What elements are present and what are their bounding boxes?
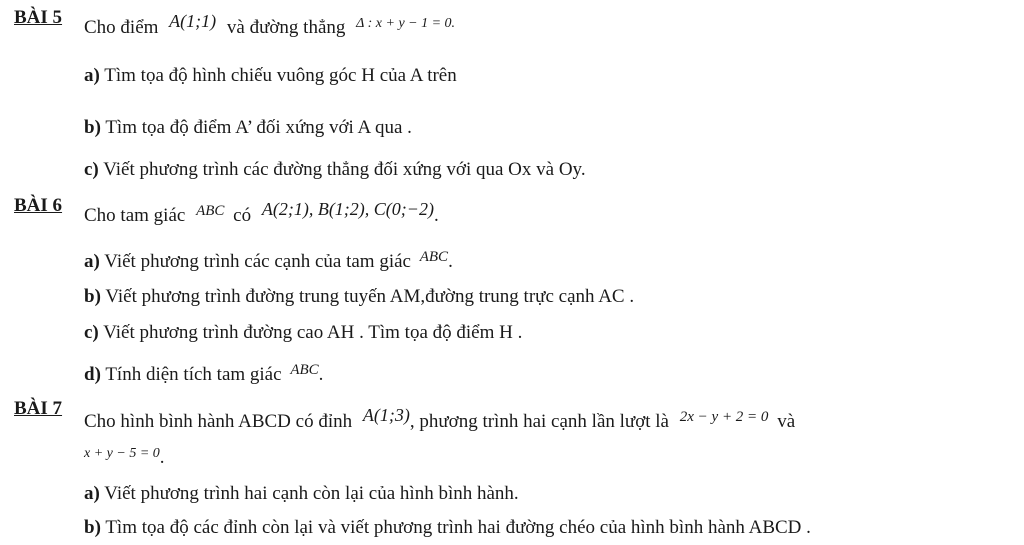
bai5-heading-line [14, 8, 62, 27]
bai7-intro-c: và [777, 411, 796, 432]
bai7-eq1: 2x − y + 2 = 0 [679, 409, 769, 425]
bai6-points-end: . [433, 205, 439, 226]
bai6-d-end: . [318, 364, 324, 385]
bai6-heading: BÀI 6 [14, 195, 63, 216]
bai6-points: A(2;1), B(1;2), C(0;−2) [261, 199, 434, 219]
bai5-c-label: c) [84, 159, 99, 180]
bai7-intro-a: Cho hình bình hành ABCD có đỉnh [84, 411, 353, 432]
bai5-a-text: Tìm tọa độ hình chiếu vuông góc H của A trên [104, 65, 457, 86]
bai7-b-text: Tìm tọa độ các đỉnh còn lại và viết phương trình hai đường chéo của hình bình hành ABCD . [105, 517, 811, 538]
bai7-eq2-line [84, 442, 165, 468]
bai5-intro-a: Cho điểm [84, 17, 159, 38]
bai6-intro-a: Cho tam giác [84, 205, 186, 226]
bai6-part-d [84, 362, 324, 385]
bai5-b-label: b) [84, 117, 101, 138]
bai6-heading-line [14, 196, 62, 215]
bai6-d-text: Tính diện tích tam giác [105, 364, 282, 385]
bai5-point-a: A(1;1) [169, 11, 217, 31]
bai7-intro-b: , phương trình hai cạnh lần lượt là [409, 411, 669, 432]
bai5-part-c [84, 160, 586, 179]
bai6-c-label: c) [84, 322, 99, 343]
bai5-b-text: Tìm tọa độ điểm A’ đối xứng với A qua . [105, 117, 412, 138]
bai7-b-label: b) [84, 517, 101, 538]
bai7-intro [84, 405, 796, 432]
bai6-c-text: Viết phương trình đường cao AH . Tìm tọa độ điểm H . [103, 322, 523, 343]
bai7-part-a [84, 484, 519, 503]
bai6-b-label: b) [84, 286, 101, 307]
bai6-part-b [84, 287, 634, 306]
bai6-a-text: Viết phương trình các cạnh của tam giác [104, 251, 411, 272]
bai6-triangle: ABC [196, 203, 225, 219]
bai7-part-b [84, 518, 811, 537]
bai6-intro [84, 199, 439, 226]
bai6-a-end: . [448, 251, 453, 272]
bai7-heading: BÀI 7 [14, 398, 63, 419]
bai6-d-math: ABC [290, 362, 319, 378]
bai5-intro [84, 11, 456, 38]
bai6-b-text: Viết phương trình đường trung tuyến AM,đường trung trực cạnh AC . [105, 286, 635, 307]
bai7-a-label: a) [84, 483, 100, 504]
bai6-part-a [84, 249, 453, 272]
bai5-heading: BÀI 5 [14, 7, 63, 28]
bai5-c-text: Viết phương trình các đường thẳng đối xứng với qua Ox và Oy. [103, 159, 586, 180]
bai5-line-delta: Δ : x + y − 1 = 0. [356, 16, 456, 31]
bai6-a-math: ABC [419, 249, 449, 265]
bai7-eq2-end: . [159, 447, 165, 468]
bai6-part-c [84, 323, 522, 342]
bai6-a-label: a) [84, 251, 100, 272]
bai7-a-text: Viết phương trình hai cạnh còn lại của hình bình hành. [104, 483, 519, 504]
bai5-part-a [84, 66, 457, 85]
bai7-point-a: A(1;3) [362, 405, 410, 425]
bai5-part-b [84, 118, 412, 137]
bai5-a-label: a) [84, 65, 100, 86]
bai7-eq2: x + y − 5 = 0 [84, 446, 160, 461]
bai5-intro-b: và đường thẳng [226, 17, 346, 38]
bai7-heading-line [14, 399, 62, 418]
bai6-d-label: d) [84, 364, 101, 385]
bai6-intro-b: có [233, 205, 252, 226]
